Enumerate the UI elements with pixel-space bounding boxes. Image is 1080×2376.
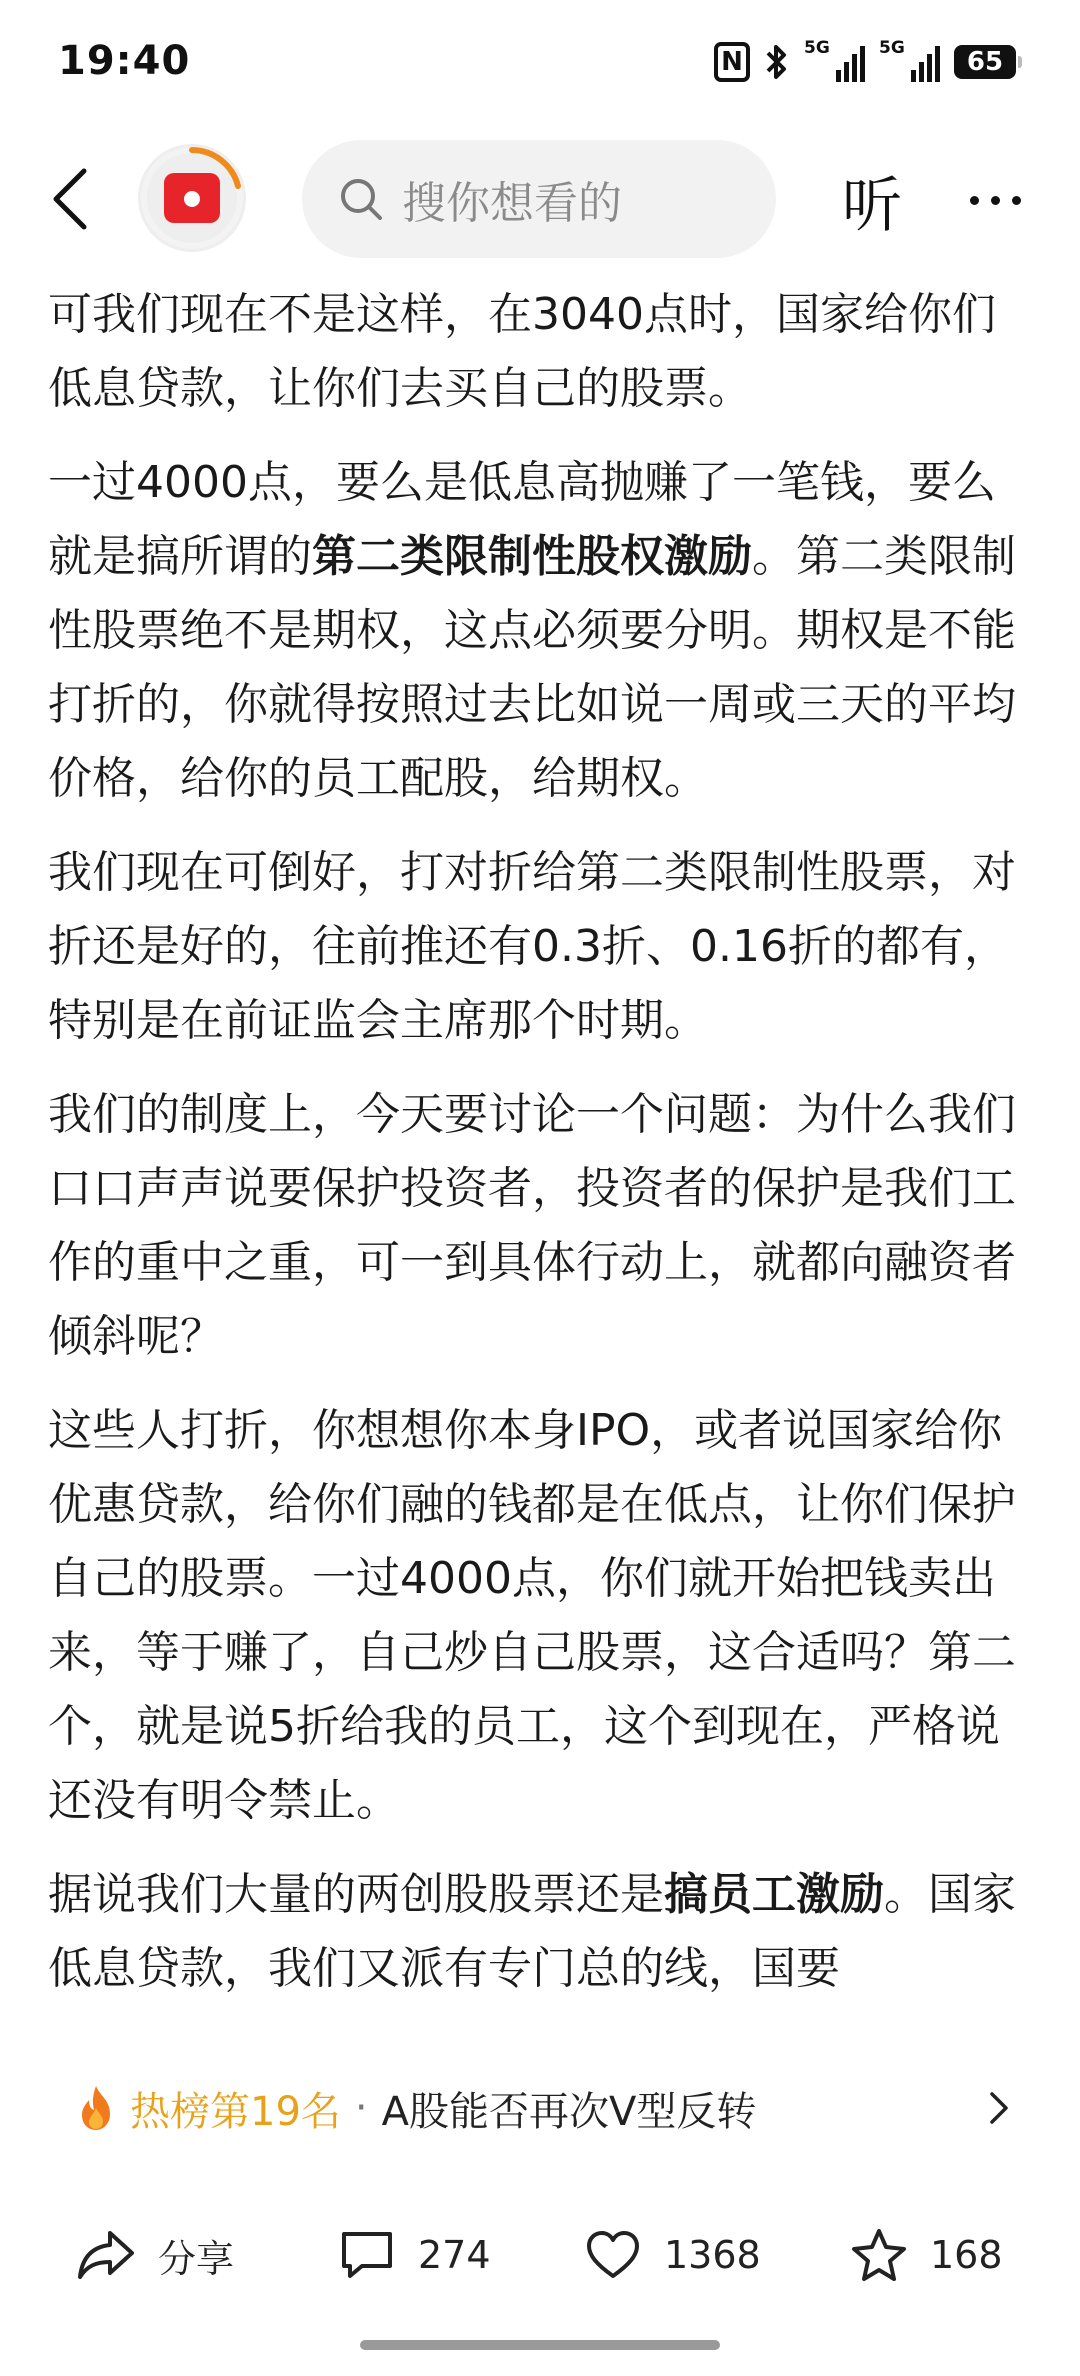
comment-button[interactable] (338, 2220, 491, 2290)
paragraph: 可我们现在不是这样，在3040点时，国家给你们低息贷款，让你们去买自己的股票。 (48, 289, 996, 414)
back-button[interactable] (40, 156, 100, 242)
signal-icon-2 (879, 38, 940, 82)
home-indicator[interactable] (360, 2340, 720, 2350)
share-label: 分享 (158, 2236, 235, 2281)
paragraph (48, 1858, 1038, 2006)
comment-count: 274 (418, 2233, 491, 2277)
signal-label-2: 5G (879, 38, 905, 58)
share-icon (76, 2227, 136, 2283)
more-dot-icon (991, 196, 1000, 205)
bottom-action-bar (0, 2180, 1080, 2330)
chevron-left-icon (50, 167, 90, 231)
bluetooth-icon (764, 42, 790, 82)
listen-button[interactable]: 听 (842, 171, 902, 241)
status-time: 19:40 (58, 38, 191, 84)
top-nav-bar (0, 130, 1080, 270)
paragraph: 这些人打折，你想想你本身IPO，或者说国家给你优惠贷款，给你们融的钱都是在低点，让你们保护自己的股票。一过4000点，你们就开始把钱卖出来，等于赚了，自己炒自己股票，这合适吗？第二个，就是说5折给我的员工，这个到现在，严格说还没有明令禁止。 (48, 1405, 1016, 1826)
app-logo[interactable] (138, 144, 246, 252)
fire-icon (76, 2084, 116, 2132)
paragraph-text: 。国家低息贷款，我们又派有专门总的线，国要 (48, 1869, 1016, 1994)
signal-label: 5G (804, 38, 830, 58)
bold-text: 第二类限制性股权激励 (312, 531, 752, 582)
chevron-right-icon (988, 2090, 1012, 2126)
hot-rank-label: 热榜第19名 (130, 2088, 341, 2135)
battery-icon: 65 (954, 45, 1016, 79)
comment-icon (338, 2228, 396, 2282)
search-input[interactable] (302, 140, 776, 258)
separator-dot: · (354, 2085, 368, 2131)
more-dot-icon (970, 196, 979, 205)
more-options-button[interactable] (955, 160, 1035, 240)
heart-icon (584, 2228, 642, 2282)
paragraph: 我们的制度上，今天要讨论一个问题：为什么我们口口声声说要保护投资者，投资者的保护是我们工作的重中之重，可一到具体行动上，就都向融资者倾斜呢？ (48, 1089, 1016, 1362)
search-icon (338, 176, 384, 222)
like-count: 1368 (664, 2233, 761, 2277)
share-button[interactable] (76, 2220, 234, 2290)
paragraph-text: 据说我们大量的两创股股票还是 (48, 1869, 664, 1920)
favorite-button[interactable] (850, 2220, 1003, 2290)
paragraph: 我们现在可倒好，打对折给第二类限制性股票，对折还是好的，往前推还有0.3折、0.16折的都有，特别是在前证监会主席那个时期。 (48, 847, 1016, 1046)
favorite-count: 168 (930, 2233, 1003, 2277)
bold-text: 搞员工激励 (664, 1869, 884, 1920)
signal-icon (804, 38, 865, 82)
paragraph (48, 446, 1038, 816)
paragraph-text: 一过4000点，要么是低息高抛赚了一笔钱，要么就是搞所谓的 (48, 457, 996, 582)
hot-list-banner[interactable] (0, 2048, 1080, 2168)
nfc-icon: N (714, 42, 750, 82)
hot-topic-title: A股能否再次V型反转 (381, 2088, 757, 2135)
search-placeholder: 搜你想看的 (402, 178, 622, 229)
like-button[interactable] (584, 2220, 761, 2290)
paragraph-text: 。第二类限制性股票绝不是期权，这点必须要分明。期权是不能打折的，你就得按照过去比如说一周或三天的平均价格，给你的员工配股，给期权。 (48, 531, 1016, 804)
status-bar (0, 0, 1080, 120)
red-box-logo-icon (164, 173, 220, 223)
article-body (48, 278, 1038, 2048)
more-dot-icon (1012, 196, 1021, 205)
status-icons (714, 38, 1016, 86)
star-icon (850, 2227, 908, 2283)
